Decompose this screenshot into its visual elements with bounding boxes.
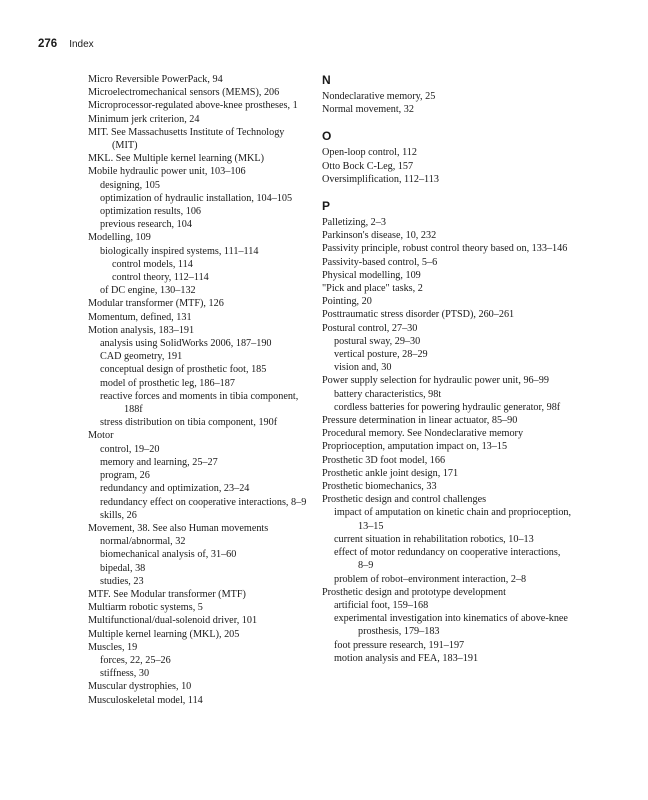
- index-entry: Pressure determination in linear actuator, 85–90: [322, 415, 518, 427]
- index-entry: Power supply selection for hydraulic power unit, 96–99: [322, 375, 549, 387]
- index-entry: control theory, 112–114: [112, 272, 209, 284]
- index-entry: Proprioception, amputation impact on, 13–15: [322, 441, 508, 453]
- index-entry: Nondeclarative memory, 25: [322, 91, 436, 102]
- index-entry: Procedural memory. See Nondeclarative memory: [322, 428, 524, 440]
- index-entry: vertical posture, 28–29: [334, 349, 428, 361]
- index-entry: Prosthetic biomechanics, 33: [322, 481, 437, 493]
- index-entry: Otto Bock C-Leg, 157: [322, 160, 414, 172]
- section-letter-p: P: [322, 199, 331, 214]
- index-entry: Passivity-based control, 5–6: [322, 256, 438, 268]
- index-entry: Motion analysis, 183–191: [88, 324, 195, 336]
- index-entry: Modular transformer (MTF), 126: [88, 298, 224, 310]
- index-entry: Minimum jerk criterion, 24: [88, 113, 200, 125]
- index-entry: Microprocessor-regulated above-knee prostheses, 1: [88, 100, 298, 112]
- index-entry: Postural control, 27–30: [322, 322, 418, 334]
- index-entry: program, 26: [100, 470, 150, 482]
- index-entry: impact of amputation on kinetic chain and proprioception, 13–15: [334, 507, 572, 532]
- section-letter-n: N: [322, 73, 331, 87]
- index-entry: Multiarm robotic systems, 5: [88, 602, 203, 614]
- index-entry: Physical modelling, 109: [322, 269, 421, 281]
- index-entry: designing, 105: [100, 179, 160, 191]
- index-entry: biomechanical analysis of, 31–60: [100, 549, 237, 561]
- index-entry: Normal movement, 32: [322, 104, 414, 116]
- index-entry: experimental investigation into kinematics of above-knee prosthesis, 179–183: [334, 613, 568, 638]
- index-entry: biologically inspired systems, 111–114: [100, 245, 259, 257]
- index-entry: Muscles, 19: [88, 641, 138, 653]
- index-entry: CAD geometry, 191: [100, 351, 183, 363]
- index-entry: stiffness, 30: [100, 668, 150, 680]
- index-entry: Micro Reversible PowerPack, 94: [88, 74, 223, 85]
- index-entry: of DC engine, 130–132: [100, 285, 196, 297]
- index-entry: model of prosthetic leg, 186–187: [100, 377, 235, 389]
- index-entry: control models, 114: [112, 258, 193, 270]
- index-entry: redundancy and optimization, 23–24: [100, 483, 250, 495]
- index-entry: current situation in rehabilitation robotics, 10–13: [334, 533, 534, 545]
- index-entry: skills, 26: [100, 509, 137, 521]
- index-entry: battery characteristics, 98t: [334, 388, 442, 400]
- index-entry: Modelling, 109: [88, 232, 151, 244]
- index-entry: memory and learning, 25–27: [100, 456, 218, 468]
- index-entry: cordless batteries for powering hydraulic generator, 98f: [334, 401, 561, 413]
- running-head-title: Index: [69, 39, 94, 50]
- section-letter-o: O: [322, 129, 332, 144]
- index-entry: Movement, 38. See also Human movements: [88, 522, 269, 534]
- index-entry: Microelectromechanical sensors (MEMS), 206: [88, 87, 280, 99]
- index-entry: MKL. See Multiple kernel learning (MKL): [88, 153, 264, 165]
- index-entry: MTF. See Modular transformer (MTF): [88, 588, 246, 600]
- index-entry: Multiple kernel learning (MKL), 205: [88, 628, 240, 640]
- index-entry: artificial foot, 159–168: [334, 599, 429, 611]
- index-column-left: [88, 73, 310, 707]
- index-entry: "Pick and place" tasks, 2: [322, 283, 423, 295]
- index-entry: stress distribution on tibia component, 190f: [100, 417, 278, 429]
- index-entry: Muscular dystrophies, 10: [88, 681, 192, 693]
- page-number: 276: [38, 38, 58, 50]
- index-entry: Posttraumatic stress disorder (PTSD), 260–261: [322, 309, 515, 321]
- index-entry: Palletizing, 2–3: [322, 217, 386, 229]
- index-entry: Musculoskeletal model, 114: [88, 694, 203, 706]
- index-entry: analysis using SolidWorks 2006, 187–190: [100, 338, 272, 350]
- index-entry: Passivity principle, robust control theory based on, 133–146: [322, 243, 568, 255]
- index-entry: redundancy effect on cooperative interactions, 8–9: [100, 496, 307, 508]
- index-entry: Prosthetic design and prototype development: [322, 586, 506, 598]
- index-entry: Open-loop control, 112: [322, 147, 417, 159]
- index-entry: normal/abnormal, 32: [100, 536, 186, 548]
- index-entry: Mobile hydraulic power unit, 103–106: [88, 166, 246, 178]
- index-entry: Motor: [88, 430, 114, 442]
- index-entry: problem of robot–environment interaction, 2–8: [334, 573, 527, 585]
- index-entry: postural sway, 29–30: [334, 335, 421, 347]
- index-entry: Oversimplification, 112–113: [322, 173, 439, 185]
- index-entry: Parkinson's disease, 10, 232: [322, 230, 437, 242]
- index-entry: Momentum, defined, 131: [88, 311, 192, 323]
- index-entry: Prosthetic 3D foot model, 166: [322, 454, 446, 466]
- index-entry: foot pressure research, 191–197: [334, 639, 465, 651]
- index-entry: effect of motor redundancy on cooperative interactions, 8–9: [334, 547, 561, 572]
- index-entry: Prosthetic design and control challenges: [322, 494, 487, 506]
- index-column-right: [322, 73, 572, 665]
- running-head: [38, 38, 94, 50]
- index-entry: control, 19–20: [100, 443, 160, 455]
- index-entry: previous research, 104: [100, 219, 192, 231]
- index-entry: forces, 22, 25–26: [100, 654, 171, 666]
- index-entry: motion analysis and FEA, 183–191: [334, 652, 479, 664]
- index-entry: optimization of hydraulic installation, 104–105: [100, 192, 293, 204]
- index-entry: Pointing, 20: [322, 296, 372, 308]
- index-entry: conceptual design of prosthetic foot, 185: [100, 364, 267, 376]
- index-entry: vision and, 30: [334, 362, 392, 374]
- index-entry: reactive forces and moments in tibia component, 188f: [100, 390, 299, 416]
- index-entry: Prosthetic ankle joint design, 171: [322, 467, 459, 479]
- index-entry: MIT. See Massachusetts Institute of Technology (MIT): [88, 126, 285, 152]
- index-entry: bipedal, 38: [100, 562, 146, 574]
- index-entry: studies, 23: [100, 575, 144, 587]
- index-entry: Multifunctional/dual-solenoid driver, 101: [88, 615, 258, 627]
- index-entry: optimization results, 106: [100, 206, 202, 218]
